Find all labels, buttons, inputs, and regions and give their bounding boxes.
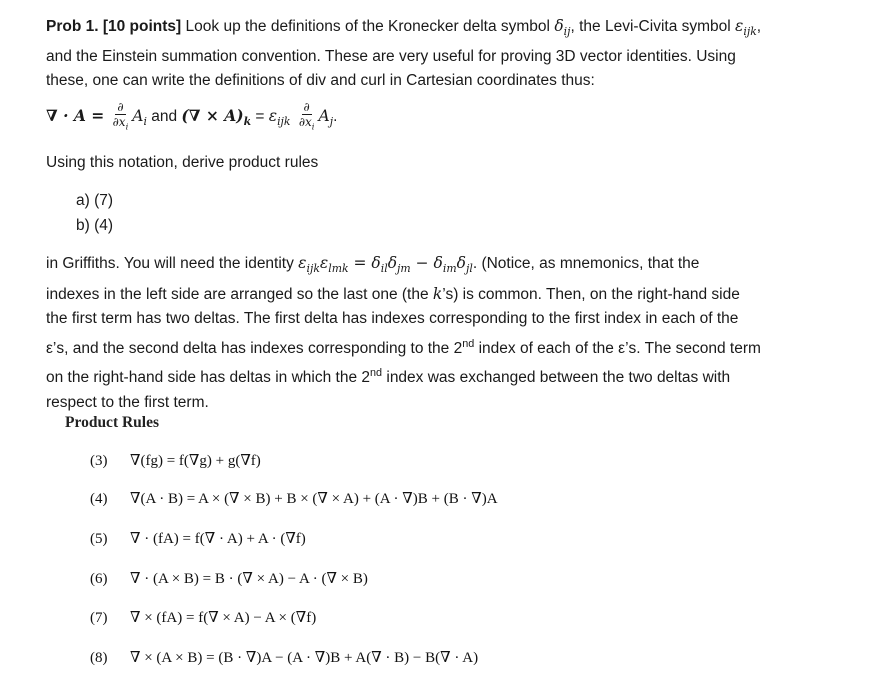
product-rule-5: (5) ∇ · (fA) = f(∇ · A) + A · (∇f) [90,531,306,547]
griffiths-line-3: the first term has two deltas. The first delta has indexes corresponding to the first index in each of the [46,310,739,328]
griffiths-line-6: respect to the first term. [46,393,209,411]
list-item: a) (7) [76,192,114,209]
problem-line-1: Prob 1. [10 points] Look up the definitions of the Kronecker delta symbol $\delta_{ij}$, the Levi-Civita symbol $\varepsilon_{ijk}$, [46,17,762,39]
griffiths-line-4: ε’s, and the second delta has indexes corresponding to the 2nd index of each of the ε’s. The second term [46,337,761,357]
product-rule-7: (7) ∇ × (fA) = f(∇ × A) − A × (∇f) [90,610,317,626]
div-curl-equation: ∇ · A = $\frac{\partial}{\partial x_i}$ $A_i$ and (∇ × $A)_k = \varepsilon_{ijk}$ $\frac{\partial}{\partial x_i}$ $A_j$. [46,100,338,132]
product-rule-4: (4) ∇(A · B) = A × (∇ × B) + B × (∇ × A) + (A · ∇)B + (B · ∇)A [90,491,498,507]
griffiths-line-2: indexes in the left side are arranged so the last one (the k’s) is common. Then, on the right-hand side [46,284,740,303]
problem-statement [46,14,846,94]
partial-fraction-2: $\frac{\partial}{\partial x_i}$ [298,100,315,132]
product-rule-6: (6) ∇ · (A × B) = B · (∇ × A) − A · (∇ × B) [90,571,368,587]
problem-line-3: these, one can write the definitions of div and curl in Cartesian coordinates thus: [46,72,595,90]
list-item: b) (4) [76,216,114,234]
product-rule-8: (8) ∇ × (A × B) = (B · ∇)A − (A · ∇)B + A(∇ · B) − B(∇ · A) [90,650,479,666]
problem-list [76,189,113,238]
griffiths-line-5: on the right-hand side has deltas in which the 2nd index was exchanged between the two deltas with [46,367,731,387]
product-rules-title: Product Rules [65,414,160,431]
griffiths-line-1: in Griffiths. You will need the identity $\varepsilon_{ijk}\varepsilon_{lmk} = \delta_{il}\delta_{jm} - \delta_{im}\delta_{jl}$. (Notice, as mnemonics, that the [46,254,700,276]
notation-text: Using this notation, derive product rules [46,154,319,171]
problem-line-2: and the Einstein summation convention. These are very useful for proving 3D vector identities. Using [46,47,736,65]
product-rule-3: (3) ∇(fg) = f(∇g) + g(∇f) [90,453,261,469]
problem-heading: Prob 1. [10 points] [46,18,182,35]
partial-fraction-1: $\frac{\partial}{\partial x_i}$ [112,100,129,132]
griffiths-paragraph [46,251,846,415]
